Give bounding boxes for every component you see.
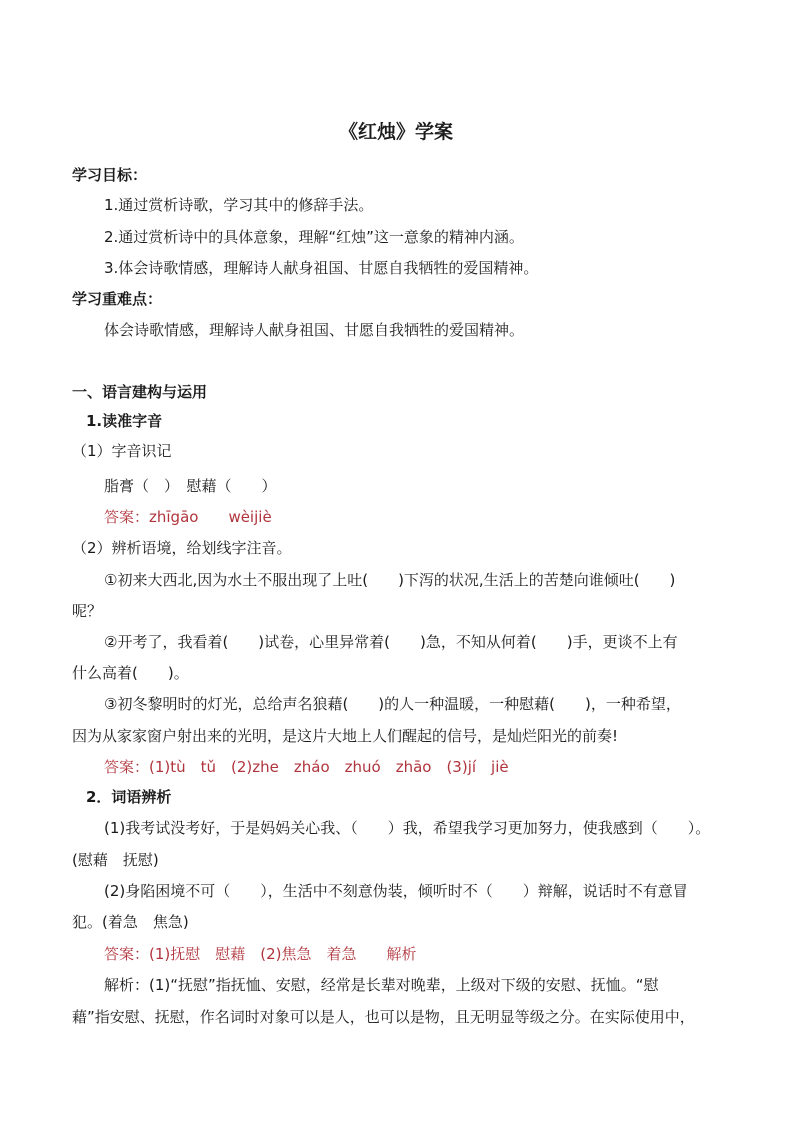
section-heading: 一、语言建构与运用 [72, 383, 208, 401]
question-text: 脂膏（ ） 慰藉（ ） [104, 477, 277, 495]
objectives-heading: 学习目标： [72, 166, 148, 184]
question-text: (1)我考试没考好，于是妈妈关心我、（ ）我，希望我学习更加努力，使我感到（ ）。 [104, 819, 711, 837]
question-label: （2）辨析语境，给划线字注音。 [72, 539, 292, 557]
answer-text: 答案：(1)抚慰 慰藉 (2)焦急 着急 解析 [104, 945, 417, 963]
question-text: 呢？ [72, 602, 103, 620]
question-text: 因为从家家窗户射出来的光明，是这片大地上人们醒起的信号，是灿烂阳光的前奏! [72, 727, 619, 745]
subsection-heading: 2．词语辨析 [86, 788, 172, 806]
question-label: （1）字音识记 [72, 442, 172, 460]
page-title: 《红烛》学案 [339, 121, 454, 143]
objective-item: 3.体会诗歌情感，理解诗人献身祖国、甘愿自我牺牲的爱国精神。 [104, 259, 539, 277]
question-text: (慰藉 抚慰) [72, 851, 159, 869]
question-text: 犯。(着急 焦急) [72, 913, 189, 931]
question-text: ②开考了，我看着( )试卷，心里异常着( )急，不知从何着( )手，更谈不上有 [104, 633, 678, 651]
key-points-text: 体会诗歌情感，理解诗人献身祖国、甘愿自我牺牲的爱国精神。 [104, 321, 525, 339]
answer-text: 答案：zhīgāo wèijiè [104, 508, 272, 526]
question-text: ③初冬黎明时的灯光，总给声名狼藉( )的人一种温暖，一种慰藉( )，一种希望， [104, 695, 681, 713]
analysis-text: 解析：(1)“抚慰”指抚恤、安慰，经常是长辈对晚辈，上级对下级的安慰、抚恤。“慰 [104, 976, 659, 994]
subsection-heading: 1.读准字音 [86, 412, 163, 430]
answer-text: 答案：(1)tù tǔ (2)zhe zháo zhuó zhāo (3)jí jiè [104, 758, 509, 776]
question-text: 什么高着( )。 [72, 664, 189, 682]
analysis-text: 藉”指安慰、抚慰，作名词时对象可以是人，也可以是物，且无明显等级之分。在实际使用中， [72, 1008, 695, 1026]
question-text: (2)身陷困境不可（ ），生活中不刻意伪装，倾听时不（ ）辩解，说话时不有意冒 [104, 882, 688, 900]
key-points-heading: 学习重难点： [72, 290, 163, 308]
question-text: ①初来大西北,因为水土不服出现了上吐( )下泻的状况,生活上的苦楚向谁倾吐( ) [104, 571, 676, 589]
objective-item: 2.通过赏析诗中的具体意象，理解“红烛”这一意象的精神内涵。 [104, 228, 524, 246]
objective-item: 1.通过赏析诗歌，学习其中的修辞手法。 [104, 196, 374, 214]
